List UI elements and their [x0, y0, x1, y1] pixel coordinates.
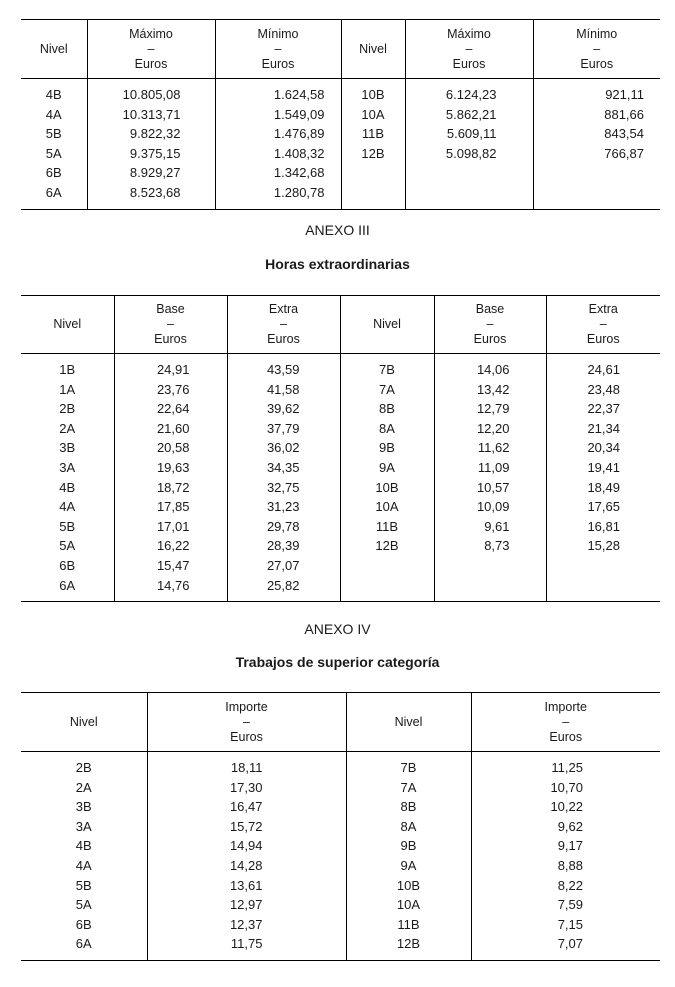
nivel-cell: 7B — [379, 362, 395, 377]
nivel-cell: 10B — [396, 877, 421, 893]
nivel-cell: 10A — [396, 897, 421, 913]
nivel-cell: 8A — [379, 420, 395, 436]
extra-cell: 37,79 — [266, 420, 300, 436]
base-cell: 15,47 — [156, 557, 190, 573]
nivel-cell: 9A — [400, 857, 417, 873]
base-cell: 10,57 — [476, 479, 510, 495]
nivel-cell: 9A — [379, 459, 395, 475]
header-nivel: Nivel — [21, 20, 87, 79]
nivel-cell: 10B — [375, 479, 399, 495]
nivel-cell: 2A — [75, 779, 92, 795]
table-row — [21, 817, 660, 837]
header-nivel: Nivel — [21, 296, 114, 354]
extra-cell: 20,34 — [587, 440, 620, 456]
nivel-cell: 11B — [397, 916, 420, 932]
superior-category-table-section — [21, 692, 660, 961]
min-cell: 1.342,68 — [273, 165, 325, 181]
salary-range-table-section — [21, 19, 660, 210]
min-cell: 1.280,78 — [273, 184, 325, 200]
max-cell: 6.124,23 — [445, 87, 497, 102]
nivel-cell: 3B — [75, 799, 92, 815]
overtime-table-body — [21, 354, 660, 602]
superior-category-table — [21, 692, 660, 961]
nivel-cell: 2A — [59, 420, 76, 436]
extra-cell: 24,61 — [587, 362, 620, 377]
table-row — [21, 163, 660, 183]
importe-cell: 11,25 — [551, 760, 583, 775]
header-nivel: Nivel — [340, 296, 434, 354]
extra-cell: 43,59 — [266, 362, 300, 377]
nivel-cell: 4B — [75, 838, 92, 854]
base-cell: 11,09 — [477, 459, 510, 475]
base-cell: 24,91 — [156, 362, 190, 377]
header-nivel: Nivel — [21, 693, 147, 752]
anexo-iv-subtitle: Trabajos de superior categoría — [235, 654, 440, 670]
nivel-cell: 12B — [361, 145, 385, 161]
min-cell: 1.624,58 — [273, 87, 325, 102]
table-row — [21, 458, 660, 478]
table-row — [21, 895, 660, 915]
max-cell: 8.523,68 — [129, 184, 181, 200]
table-row — [21, 876, 660, 896]
extra-cell: 25,82 — [266, 577, 300, 593]
min-cell: 843,54 — [604, 126, 644, 142]
nivel-cell: 1A — [59, 381, 76, 397]
nivel-cell: 4A — [59, 499, 76, 515]
table-row — [21, 438, 660, 458]
extra-cell: 34,35 — [266, 459, 300, 475]
extra-cell: 22,37 — [587, 401, 620, 417]
header-importe: Importe – Euros — [544, 699, 587, 744]
min-cell: 881,66 — [604, 106, 644, 122]
min-cell: 1.549,09 — [273, 106, 325, 122]
nivel-cell: 4A — [45, 106, 62, 122]
nivel-cell: 7B — [400, 760, 417, 775]
extra-cell: 17,65 — [587, 499, 620, 515]
table-row — [21, 836, 660, 856]
nivel-cell: 7A — [400, 779, 417, 795]
nivel-cell: 8B — [379, 401, 395, 417]
extra-cell: 27,07 — [266, 557, 300, 573]
nivel-cell: 8A — [400, 818, 417, 834]
extra-cell: 16,81 — [587, 518, 620, 534]
importe-cell: 13,61 — [229, 877, 263, 893]
table-row — [21, 105, 660, 125]
table-row — [21, 797, 660, 817]
base-cell: 16,22 — [156, 538, 190, 554]
nivel-cell: 11B — [375, 518, 399, 534]
nivel-cell: 6A — [59, 577, 76, 593]
base-cell: 21,60 — [156, 420, 190, 436]
salary-range-table — [21, 19, 660, 210]
table-row — [21, 419, 660, 439]
nivel-cell: 3B — [59, 440, 76, 456]
max-cell: 10.313,71 — [122, 106, 181, 122]
importe-cell: 17,30 — [229, 779, 263, 795]
nivel-cell: 12B — [375, 538, 399, 554]
extra-cell: 28,39 — [266, 538, 300, 554]
extra-cell: 19,41 — [587, 459, 620, 475]
extra-cell: 41,58 — [266, 381, 300, 397]
max-cell: 9.822,32 — [129, 126, 181, 142]
nivel-cell: 4A — [75, 857, 92, 873]
extra-cell: 29,78 — [266, 518, 300, 534]
min-cell: 1.408,32 — [273, 145, 325, 161]
superior-category-table-body — [21, 752, 660, 961]
table-row — [21, 85, 660, 105]
extra-cell: 32,75 — [266, 479, 300, 495]
max-cell: 5.862,21 — [445, 106, 497, 122]
base-cell: 20,58 — [156, 440, 190, 456]
nivel-cell: 7A — [379, 381, 395, 397]
max-cell: 8.929,27 — [129, 165, 181, 181]
salary-range-table-body — [21, 79, 660, 210]
table-row — [21, 856, 660, 876]
table-row — [21, 915, 660, 935]
importe-cell: 8,88 — [557, 857, 583, 873]
anexo-iv-title: ANEXO IV — [304, 621, 371, 637]
min-cell: 766,87 — [604, 145, 644, 161]
nivel-cell: 9B — [379, 440, 395, 456]
base-cell: 12,79 — [476, 401, 510, 417]
nivel-cell: 5A — [45, 145, 62, 161]
base-cell: 17,85 — [156, 499, 190, 515]
header-nivel: Nivel — [341, 20, 405, 79]
table-row — [21, 478, 660, 498]
base-cell: 12,20 — [476, 420, 510, 436]
overtime-table-section — [21, 295, 660, 602]
nivel-cell: 10B — [361, 87, 385, 102]
nivel-cell: 5B — [59, 518, 76, 534]
header-extra: Extra – Euros — [586, 302, 620, 346]
table-row — [21, 497, 660, 517]
base-cell: 14,76 — [156, 577, 190, 593]
base-cell: 18,72 — [156, 479, 190, 495]
nivel-cell: 9B — [400, 838, 417, 854]
nivel-cell: 3A — [59, 459, 76, 475]
table-row — [21, 517, 660, 537]
header-importe: Importe – Euros — [147, 693, 346, 752]
nivel-cell: 5B — [45, 126, 62, 142]
max-cell: 10.805,08 — [122, 87, 181, 102]
table-row — [21, 934, 660, 954]
nivel-cell: 2B — [59, 401, 76, 417]
nivel-cell: 11B — [361, 126, 385, 142]
nivel-cell: 3A — [75, 818, 92, 834]
header-maximo: Máximo – Euros — [87, 20, 215, 79]
table-row — [21, 556, 660, 576]
nivel-cell: 8B — [400, 799, 417, 815]
nivel-cell: 6B — [45, 165, 62, 181]
max-cell: 9.375,15 — [129, 145, 181, 161]
importe-cell: 14,28 — [229, 857, 263, 873]
table-row — [21, 183, 660, 203]
table-row — [21, 124, 660, 144]
min-cell: 1.476,89 — [273, 126, 325, 142]
table-row — [21, 399, 660, 419]
base-cell: 13,42 — [476, 381, 510, 397]
header-nivel: Nivel — [346, 693, 471, 752]
nivel-cell: 6B — [59, 557, 76, 573]
importe-cell: 9,17 — [557, 838, 583, 854]
importe-cell: 8,22 — [557, 877, 583, 893]
nivel-cell: 6B — [75, 916, 92, 932]
nivel-cell: 5A — [59, 538, 76, 554]
overtime-table — [21, 295, 660, 602]
base-cell: 19,63 — [156, 459, 190, 475]
table-row — [21, 144, 660, 164]
importe-cell: 7,59 — [557, 897, 583, 913]
importe-cell: 15,72 — [229, 818, 263, 834]
nivel-cell: 2B — [75, 760, 92, 775]
max-cell: 5.098,82 — [445, 145, 497, 161]
nivel-cell: 12B — [396, 936, 421, 952]
base-cell: 22,64 — [156, 401, 190, 417]
base-cell: 17,01 — [156, 518, 190, 534]
importe-cell: 12,37 — [229, 916, 263, 932]
min-cell: 921,11 — [605, 87, 644, 102]
importe-cell: 18,11 — [230, 760, 263, 775]
nivel-cell: 10A — [361, 106, 385, 122]
table-row — [21, 380, 660, 400]
extra-cell: 15,28 — [587, 538, 620, 554]
base-cell: 10,09 — [476, 499, 510, 515]
nivel-cell: 4B — [45, 87, 62, 102]
base-cell: 9,61 — [484, 518, 510, 534]
nivel-cell: 10A — [375, 499, 399, 515]
header-minimo: Mínimo – Euros — [576, 26, 618, 71]
base-cell: 11,62 — [477, 440, 510, 456]
nivel-cell: 5A — [75, 897, 92, 913]
header-base: Base – Euros — [434, 296, 546, 354]
importe-cell: 10,22 — [550, 799, 583, 815]
importe-cell: 16,47 — [229, 799, 263, 815]
importe-cell: 7,15 — [557, 916, 583, 932]
extra-cell: 39,62 — [266, 401, 300, 417]
importe-cell: 9,62 — [557, 818, 583, 834]
table-row — [21, 536, 660, 556]
extra-cell: 23,48 — [587, 381, 620, 397]
extra-cell: 18,49 — [587, 479, 620, 495]
importe-cell: 7,07 — [557, 936, 583, 952]
anexo-iii-subtitle: Horas extraordinarias — [265, 256, 410, 272]
nivel-cell: 6A — [45, 184, 62, 200]
base-cell: 8,73 — [484, 538, 510, 554]
header-maximo: Máximo – Euros — [405, 20, 533, 79]
nivel-cell: 1B — [59, 362, 76, 377]
base-cell: 14,06 — [476, 362, 510, 377]
extra-cell: 31,23 — [266, 499, 300, 515]
extra-cell: 21,34 — [587, 420, 620, 436]
header-base: Base – Euros — [114, 296, 227, 354]
nivel-cell: 4B — [59, 479, 76, 495]
table-row — [21, 778, 660, 798]
importe-cell: 14,94 — [229, 838, 263, 854]
importe-cell: 11,75 — [230, 936, 263, 952]
importe-cell: 10,70 — [550, 779, 583, 795]
table-row — [21, 360, 660, 380]
importe-cell: 12,97 — [229, 897, 263, 913]
header-extra: Extra – Euros — [227, 296, 340, 354]
extra-cell: 36,02 — [266, 440, 300, 456]
base-cell: 23,76 — [156, 381, 190, 397]
nivel-cell: 6A — [75, 936, 92, 952]
nivel-cell: 5B — [75, 877, 92, 893]
table-row — [21, 576, 660, 596]
header-minimo: Mínimo – Euros — [215, 20, 341, 79]
anexo-iii-title: ANEXO III — [305, 222, 370, 238]
table-row — [21, 758, 660, 778]
max-cell: 5.609,11 — [446, 126, 497, 142]
